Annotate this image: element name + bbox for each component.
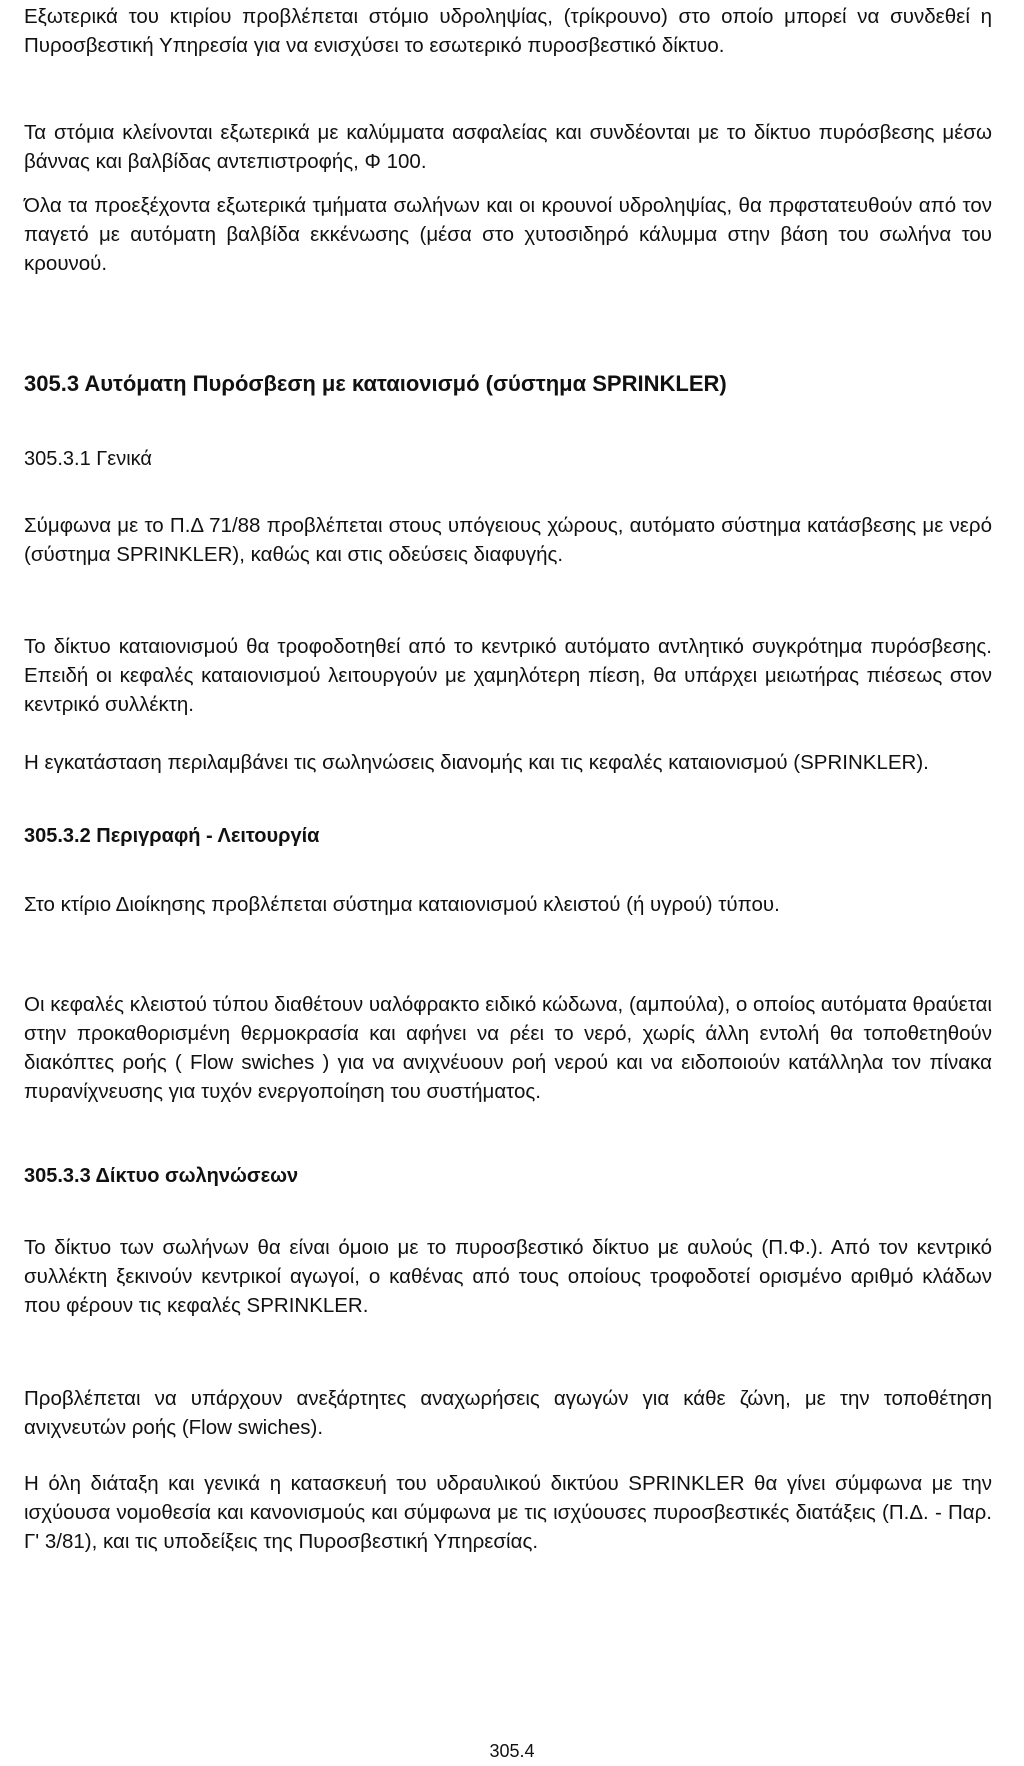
section-heading-305-3-2: 305.3.2 Περιγραφή - Λειτουργία xyxy=(24,825,320,847)
paragraph-external-hydrant: Εξωτερικά του κτιρίου προβλέπεται στόμιο υδροληψίας, (τρίκρουνο) στο οποίο μπορεί να συνδεθεί η Πυροσβεστική Υπηρεσία για να ενισχύσει το εσωτερικό πυροσβεστικό δίκτυο. xyxy=(24,5,992,57)
section-heading-305-3-3: 305.3.3 Δίκτυο σωληνώσεων xyxy=(24,1165,299,1187)
paragraph-regulation: Σύμφωνα με το Π.Δ 71/88 προβλέπεται στους υπόγειους χώρους, αυτόματο σύστημα κατάσβεσης με νερό (σύστημα SPRINKLER), καθώς και στις οδεύσεις διαφυγής. xyxy=(24,514,992,566)
section-heading-305-3: 305.3 Αυτόματη Πυρόσβεση με καταιονισμό (σύστημα SPRINKLER) xyxy=(24,371,727,396)
section-heading-305-3-1: 305.3.1 Γενικά xyxy=(24,448,152,470)
paragraph-closed-heads: Οι κεφαλές κλειστού τύπου διαθέτουν υαλόφρακτο ειδικό κώδωνα, (αμπούλα), ο οποίος αυτόματα θραύεται στην προκαθορισμένη θερμοκρασία και αφήνει να ρέει το νερό, χωρίς άλλη εντολή θα τοποθετηθούν διακόπτες ροής ( Flow swiches ) για να ανιχνέυουν ροή νερού και να ειδοποιούν κατάλληλα τον πίνακα πυρανίχνευσης για τυχόν ενεργοποίηση του συστήματος. xyxy=(24,993,992,1103)
paragraph-pipe-network: Το δίκτυο των σωλήνων θα είναι όμοιο με το πυροσβεστικό δίκτυο με αυλούς (Π.Φ.). Από τον κεντρικό συλλέκτη ξεκινούν κεντρικοί αγωγοί, ο καθένας από τους οποίους τροφοδοτεί ορισμένο αριθμό κλάδων που φέρουν τις κεφαλές SPRINKLER. xyxy=(24,1236,992,1317)
paragraph-zone-departures: Προβλέπεται να υπάρχουν ανεξάρτητες αναχωρήσεις αγωγών για κάθε ζώνη, με την τοποθέτηση ανιχνευτών ροής (Flow swiches). xyxy=(24,1387,992,1439)
page-number: 305.4 xyxy=(489,1741,535,1761)
paragraph-admin-building: Στο κτίριο Διοίκησης προβλέπεται σύστημα καταιονισμού κλειστού (ή υγρού) τύπου. xyxy=(24,893,780,916)
paragraph-compliance: Η όλη διάταξη και γενικά η κατασκευή του υδραυλικού δικτύου SPRINKLER θα γίνει σύμφωνα με την ισχύουσα νομοθεσία και κανονισμούς και σύμφωνα με τις ισχύουσες πυροσβεστικές διατάξεις (Π.Δ. - Παρ. Γ' 3/81), και τις υποδείξεις της Πυροσβεστική Υπηρεσίας. xyxy=(24,1472,992,1553)
paragraph-network-supply: Το δίκτυο καταιονισμού θα τροφοδοτηθεί από το κεντρικό αυτόματο αντλητικό συγκρότημα πυρόσβεσης. Επειδή οι κεφαλές καταιονισμού λειτουργούν με χαμηλότερη πίεση, θα υπάρχει μειωτήρας πιέσεως στον κεντρικό συλλέκτη. xyxy=(24,635,992,716)
paragraph-installation-scope: Η εγκατάσταση περιλαμβάνει τις σωληνώσεις διανομής και τις κεφαλές καταιονισμού (SPRINKLER). xyxy=(24,751,929,774)
paragraph-frost-protection: Όλα τα προεξέχοντα εξωτερικά τμήματα σωλήνων και οι κρουνοί υδροληψίας, θα πρφστατευθούν από τον παγετό με αυτόματη βαλβίδα εκκένωσης (μέσα στο χυτοσιδηρό κάλυμμα στην βάση του σωλήνα του κρουνού. xyxy=(24,194,992,275)
paragraph-hydrant-caps: Τα στόμια κλείνονται εξωτερικά με καλύμματα ασφαλείας και συνδέονται με το δίκτυο πυρόσβεσης μέσω βάννας και βαλβίδας αντεπιστροφής, Φ 100. xyxy=(24,121,992,173)
